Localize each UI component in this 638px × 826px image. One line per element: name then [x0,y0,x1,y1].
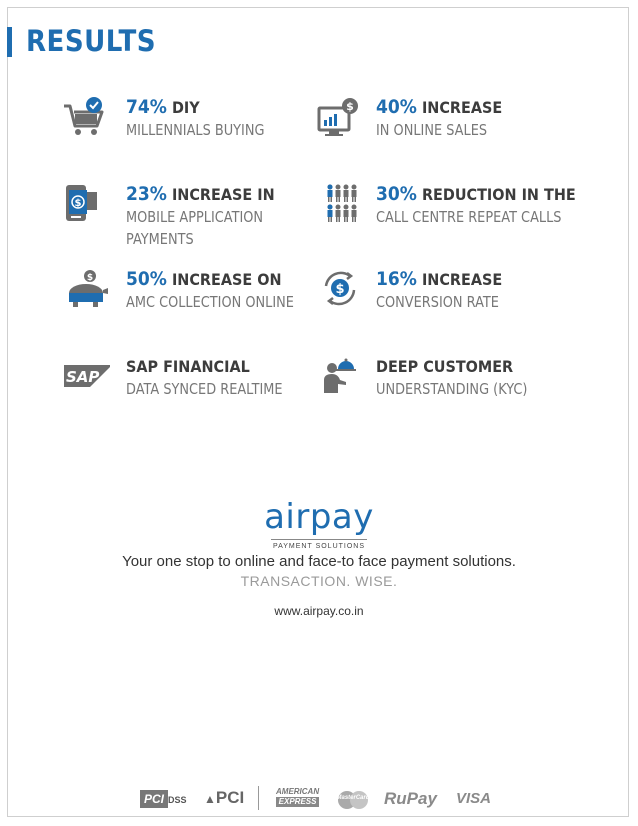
pci-dss-logo: PCI DSS [140,790,187,808]
mobile-payment-icon [62,183,110,231]
logo-wordmark: airpay [264,497,374,537]
website-link[interactable]: www.airpay.co.in [274,604,364,618]
airpay-logo [0,497,638,550]
people-group-icon [312,183,360,231]
stat-description: DATA SYNCED REALTIME [126,380,283,398]
stat-number: 23% [126,183,167,205]
tagline: Your one stop to online and face-to face payment solutions. [122,553,516,570]
pci-council-logo: ▲PCI [204,788,245,807]
stat-description: CONVERSION RATE [376,293,499,311]
rupay-logo: RuPay [384,789,437,808]
stat-label: INCREASE [416,270,503,289]
payment-logos [140,786,500,816]
svg-text:$: $ [86,273,94,283]
logo-subtitle: PAYMENT SOLUTIONS [272,543,366,550]
stat-label: SAP FINANCIAL [126,357,250,376]
stat-label: REDUCTION IN THE [416,185,576,204]
customer-service-icon [312,355,360,403]
stat-description: MILLENNIALS BUYING [126,121,265,139]
logo-divider [271,539,367,540]
mastercard-logo: MasterCard [336,790,370,810]
svg-text:$: $ [346,100,354,113]
amex-logo: AMERICAN EXPRESS [276,787,320,806]
shopping-cart-check-icon [62,96,110,144]
sap-logo-icon [62,355,110,403]
title-accent-bar [7,27,12,57]
stat-label: DEEP CUSTOMER [376,357,514,376]
stat-description: AMC COLLECTION ONLINE [126,293,294,311]
stat-description: IN ONLINE SALES [376,121,488,139]
stat-label: INCREASE ON [166,270,282,289]
page-title: RESULTS [26,24,156,58]
dollar-cycle-icon [312,268,360,316]
stat-label: INCREASE [416,98,503,117]
stat-number: 30% [376,183,417,205]
stat-description: UNDERSTANDING (KYC) [376,380,528,398]
stat-description: MOBILE APPLICATION [126,208,264,226]
stat-description: CALL CENTRE REPEAT CALLS [376,208,562,226]
stat-description-continued: PAYMENTS [126,230,194,248]
tagline-secondary: TRANSACTION. WISE. [240,573,398,589]
footer-divider [258,786,259,810]
visa-logo: VISA [456,790,492,807]
stat-number: 74% [126,96,167,118]
stat-number: 16% [376,268,417,290]
stat-number: 50% [126,268,167,290]
svg-text:$: $ [335,282,345,297]
monitor-growth-icon [312,96,360,144]
svg-text:$: $ [74,198,82,209]
stat-label: DIY [166,98,200,117]
piggy-bank-icon [62,268,110,316]
stat-label: INCREASE IN [166,185,275,204]
svg-text:SAP: SAP [66,368,100,386]
stat-number: 40% [376,96,417,118]
